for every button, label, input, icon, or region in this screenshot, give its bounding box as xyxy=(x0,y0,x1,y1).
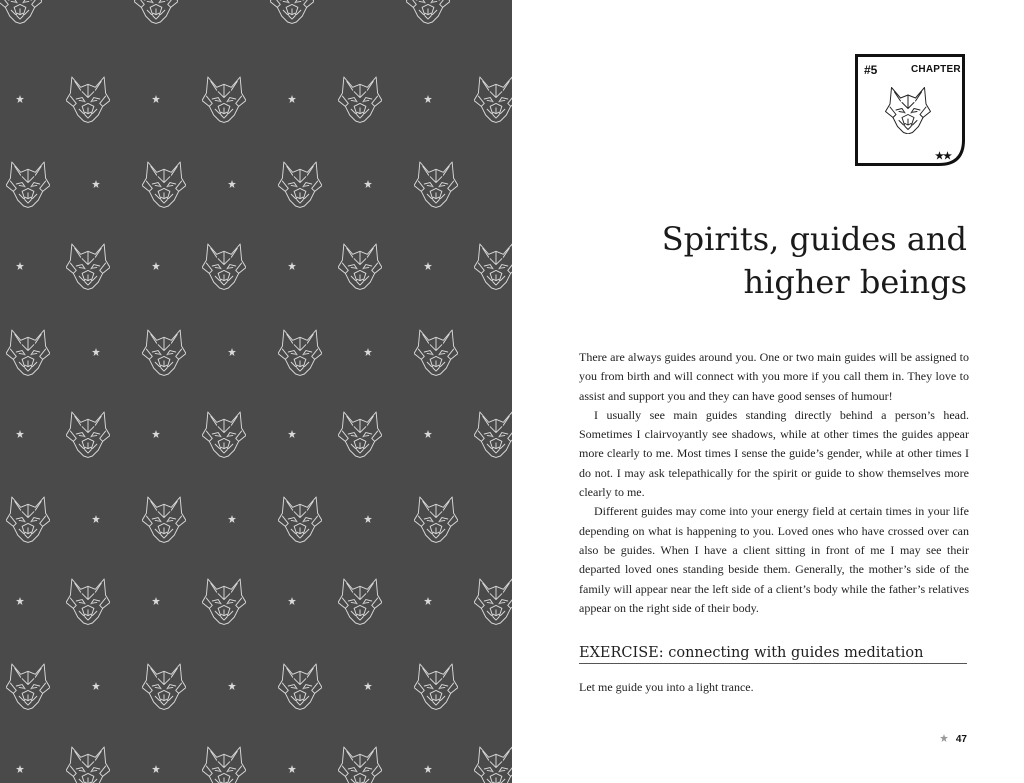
chapter-badge xyxy=(855,54,965,166)
star-icon xyxy=(16,262,24,270)
folio xyxy=(940,734,967,745)
wolf-head-icon xyxy=(278,162,322,207)
star-icon xyxy=(228,348,236,356)
wolf-head-icon xyxy=(0,0,42,23)
star-icon xyxy=(92,180,100,188)
star-icon xyxy=(424,262,432,270)
chapter-title-line-1: Spirits, guides and xyxy=(661,220,967,258)
wolf-head-icon xyxy=(6,497,50,542)
star-icon xyxy=(364,682,372,690)
wolf-head-icon xyxy=(474,412,512,457)
star-icon xyxy=(152,765,160,773)
star-icon xyxy=(16,597,24,605)
wolf-head-icon xyxy=(474,244,512,289)
wolf-head-icon xyxy=(6,162,50,207)
wolf-head-icon xyxy=(278,330,322,375)
page-number: 47 xyxy=(955,734,967,745)
star-icon xyxy=(152,597,160,605)
star-icon xyxy=(424,765,432,773)
wolf-head-icon xyxy=(474,747,512,783)
wolf-head-icon xyxy=(406,0,450,23)
paragraph: There are always guides around you. One or two main guides will be assigned to you from birth and will connect with you more if you call them in. They love to assist and support you and they can have good senses of humour! xyxy=(579,350,969,403)
chapter-number: #5 xyxy=(864,63,878,77)
star-icon xyxy=(92,682,100,690)
star-icon xyxy=(364,515,372,523)
chapter-title-line-2: higher beings xyxy=(743,263,967,301)
wolf-head-icon xyxy=(142,497,186,542)
star-icon xyxy=(424,597,432,605)
wolf-head-icon xyxy=(202,244,246,289)
text-page xyxy=(512,0,1024,783)
wolf-head-icon xyxy=(66,579,110,624)
star-icon xyxy=(288,597,296,605)
wolf-head-icon xyxy=(202,747,246,783)
star-icon xyxy=(92,515,100,523)
wolf-head-icon xyxy=(278,497,322,542)
star-icon xyxy=(228,515,236,523)
wolf-head-icon xyxy=(414,497,458,542)
wolf-head-icon xyxy=(414,330,458,375)
star-icon xyxy=(424,95,432,103)
wolf-head-icon xyxy=(885,86,931,134)
wolf-head-icon xyxy=(338,579,382,624)
star-icon xyxy=(940,734,948,742)
star-icon xyxy=(424,430,432,438)
wolf-head-icon xyxy=(338,412,382,457)
wolf-head-icon xyxy=(202,579,246,624)
wolf-head-icon xyxy=(134,0,178,23)
wolf-head-icon xyxy=(338,77,382,122)
star-icon xyxy=(152,95,160,103)
star-icon xyxy=(16,430,24,438)
body-text xyxy=(579,348,969,618)
wolf-head-icon xyxy=(414,664,458,709)
exercise-text: Let me guide you into a light trance. xyxy=(579,680,754,694)
wolf-head-icon xyxy=(474,77,512,122)
star-icon xyxy=(16,765,24,773)
star-icon xyxy=(288,430,296,438)
star-icon xyxy=(152,262,160,270)
paragraph: Different guides may come into your energy field at certain times in your life depending on what is happening to you. Loved ones who have crossed over can also be guides. When I have a client sitting in front of me I may see their departed loved ones standing beside them. Generally, the mother’s side of the family will appear near the left side of a client’s body while the father’s relatives appear on the right side of their body. xyxy=(579,504,969,615)
wolf-head-icon xyxy=(142,330,186,375)
wolf-head-icon xyxy=(66,412,110,457)
star-icon xyxy=(288,262,296,270)
wolf-head-icon xyxy=(142,664,186,709)
star-icon xyxy=(288,765,296,773)
chapter-label: CHAPTER xyxy=(911,64,961,75)
star-icon xyxy=(92,348,100,356)
wolf-head-icon xyxy=(270,0,314,23)
wolf-head-icon xyxy=(6,330,50,375)
wolf-head-icon xyxy=(202,77,246,122)
star-icon xyxy=(364,348,372,356)
wolf-head-icon xyxy=(66,244,110,289)
chapter-stars: ★★ xyxy=(935,151,951,162)
chapter-title xyxy=(607,218,967,304)
star-icon xyxy=(288,95,296,103)
star-icon xyxy=(152,430,160,438)
wolf-head-icon xyxy=(278,664,322,709)
wolf-head-icon xyxy=(6,664,50,709)
star-icon xyxy=(16,95,24,103)
star-icon xyxy=(228,180,236,188)
wolf-head-icon xyxy=(142,162,186,207)
wolf-head-icon xyxy=(338,244,382,289)
wolf-head-icon xyxy=(66,77,110,122)
wolf-head-icon xyxy=(474,579,512,624)
star-icon xyxy=(364,180,372,188)
wolf-head-icon xyxy=(66,747,110,783)
wolf-head-icon xyxy=(338,747,382,783)
star-icon xyxy=(228,682,236,690)
exercise-heading: EXERCISE: connecting with guides meditation xyxy=(579,645,967,664)
paragraph: I usually see main guides standing directly behind a person’s head. Sometimes I clairvoyantly see shadows, while at other times the guides appear more clearly to me. Most times I sense the guide’s gender, while at other times I do not. I may ask telepathically for the spirit or guide to show themselves more clearly to me. xyxy=(579,407,969,500)
wolf-head-icon xyxy=(414,162,458,207)
wolf-head-icon xyxy=(202,412,246,457)
